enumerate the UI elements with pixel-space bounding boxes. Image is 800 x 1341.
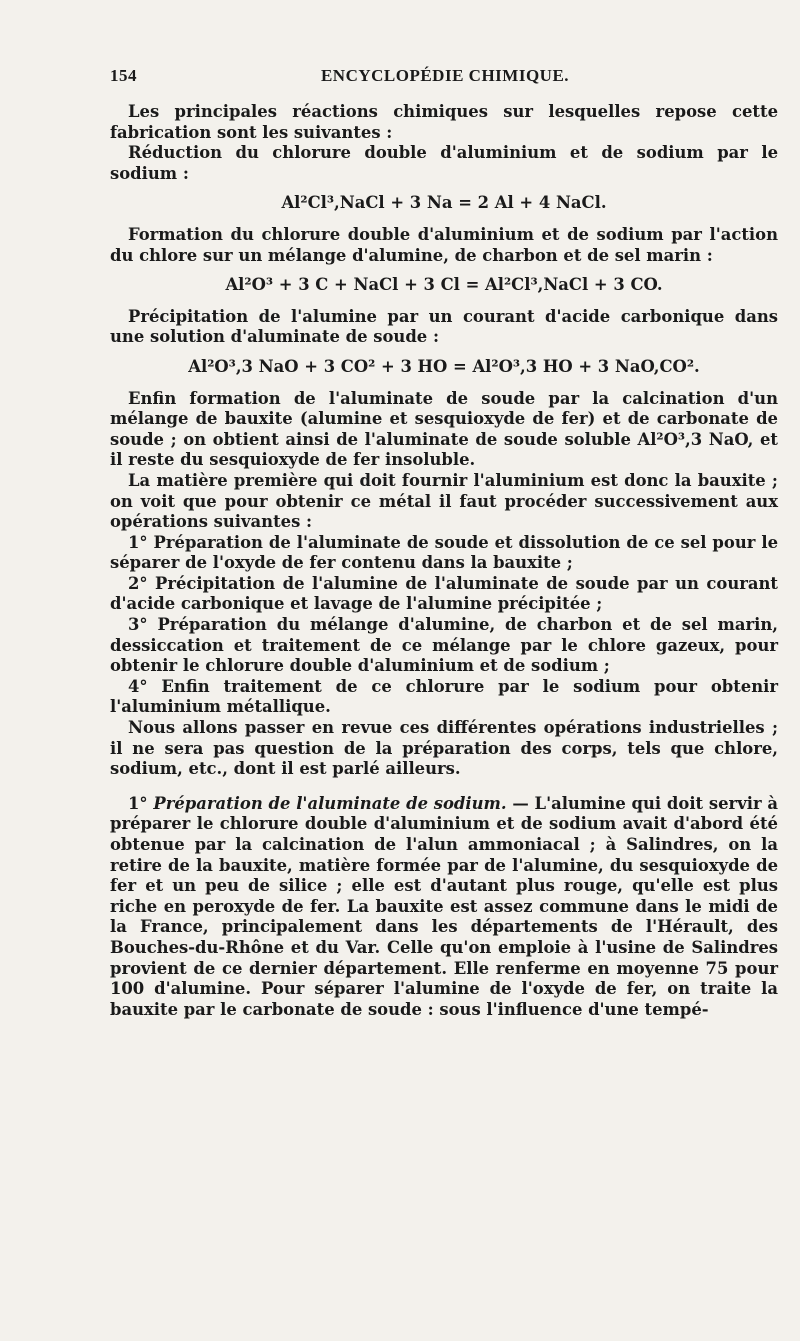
page-header <box>110 66 780 92</box>
paragraph-bauxite: La matière première qui doit fournir l'aluminium est donc la bauxite ; on voit que pour obtenir ce métal il faut procéder successivement aux opérations suivantes : <box>110 470 778 532</box>
paragraph-reduction: Réduction du chlorure double d'aluminium et de sodium par le sodium : <box>110 143 778 183</box>
page-number: 154 <box>110 66 137 85</box>
formula-formation: Al²O³ + 3 C + NaCl + 3 Cl = Al²Cl³,NaCl + 3 CO. <box>225 275 663 295</box>
formula-reduction: Al²Cl³,NaCl + 3 Na = 2 Al + 4 NaCl. <box>281 193 607 213</box>
paragraph-formation: Formation du chlorure double d'aluminium et de sodium par l'action du chlore sur un mélange d'alumine, de charbon et de sel marin : <box>110 224 778 265</box>
step-1: 1° Préparation de l'aluminate de soude et dissolution de ce sel pour le séparer de l'oxyde de fer contenu dans la bauxite ; <box>110 532 778 573</box>
formula-precipitation: Al²O³,3 NaO + 3 CO² + 3 HO = Al²O³,3 HO + 3 NaO,CO². <box>188 356 700 376</box>
section-number: 1° <box>128 793 148 813</box>
section-paragraph <box>110 794 778 1021</box>
step-3: 3° Préparation du mélange d'alumine, de charbon et de sel marin, dessiccation et traitement de ce mélange par le chlore gazeux, pour obtenir le chlorure double d'aluminium et de sodium ; <box>110 615 778 676</box>
paragraph-aluminate: Enfin formation de l'aluminate de soude par la calcination d'un mélange de bauxite (alumine et sesquioxyde de fer) et de carbonate de soude ; on obtient ainsi de l'aluminate de soude soluble Al²O³,3 NaO, et il reste du sesquioxyde de fer insoluble. <box>110 388 778 470</box>
section-gap <box>110 780 778 794</box>
page-content <box>110 102 778 1020</box>
section-body: L'alumine qui doit servir à préparer le chlorure double d'aluminium et de sodium avait d'abord été obtenue par la calcination de l'alun ammoniacal ; à Salindres, on la retire de la bauxite, matière formée par de l'alumine, du sesquioxyde de fer et un peu de silice ; elle est d'autant plus rouge, qu'elle est plus riche en peroxyde de fer. La bauxite est assez commune dans le midi de la France, principalement dans les départements de l'Hérault, des Bouches-du-Rhône et du Var. Celle qu'on emploie à l'usine de Salindres provient de ce dernier département. Elle renferme en moyenne 75 pour 100 d'alumine. Pour séparer l'alumine de l'oxyde de fer, on traite la bauxite par le carbonate de soude : sous l'influence d'une tempé- <box>110 793 778 1019</box>
running-title: ENCYCLOPÉDIE CHIMIQUE. <box>320 66 570 85</box>
paragraph-intro: Les principales réactions chimiques sur lesquelles repose cette fabrication sont les suivantes : <box>110 102 778 142</box>
paragraph-review: Nous allons passer en revue ces différentes opérations industrielles ; il ne sera pas question de la préparation des corps, tels que chlore, sodium, etc., dont il est parlé ailleurs. <box>110 718 778 779</box>
section-dash: — <box>512 793 529 813</box>
step-2: 2° Précipitation de l'alumine de l'aluminate de soude par un courant d'acide carbonique et lavage de l'alumine précipitée ; <box>110 573 778 614</box>
section-title: Préparation de l'aluminate de sodium. <box>153 793 507 813</box>
paragraph-precipitation: Précipitation de l'alumine par un courant d'acide carbonique dans une solution d'aluminate de soude : <box>110 306 778 347</box>
step-4: 4° Enfin traitement de ce chlorure par le sodium pour obtenir l'aluminium métallique. <box>110 676 778 717</box>
